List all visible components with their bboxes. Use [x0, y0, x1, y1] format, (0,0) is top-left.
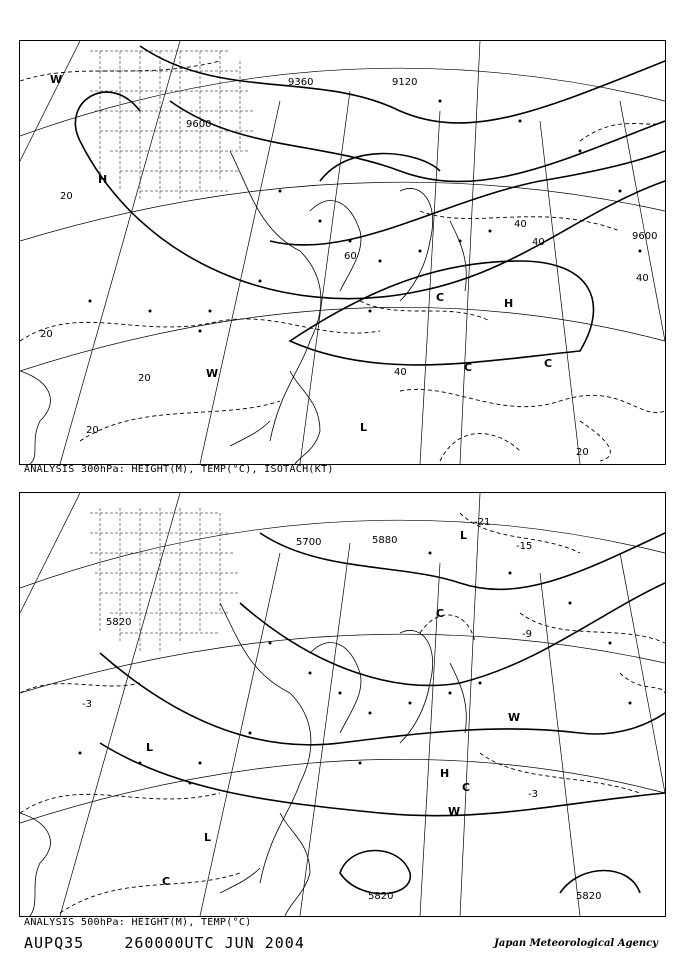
map-panel-300hpa [19, 40, 666, 465]
agency-credit: Japan Meteorological Agency [494, 938, 658, 949]
hatch-300 [90, 51, 255, 201]
isotach-label: 20 [138, 373, 151, 384]
cold-center-marker: C [436, 607, 445, 620]
chart-identifier [24, 934, 305, 952]
isotach-label: 20 [60, 191, 73, 202]
caption-300hpa: ANALYSIS 300hPa: HEIGHT(M), TEMP(°C), ISOTACH(KT) [24, 464, 334, 475]
high-center-marker: H [440, 767, 450, 780]
warm-center-marker: W [508, 711, 521, 724]
height-label: 9360 [288, 77, 314, 88]
isotach-label: 60 [344, 251, 357, 262]
caption-500hpa: ANALYSIS 500hPa: HEIGHT(M), TEMP(°C) [24, 917, 252, 928]
low-center-marker: L [204, 831, 212, 844]
chart-code: AUPQ35 [24, 934, 85, 952]
height-label: 5880 [372, 535, 398, 546]
warm-center-marker: W [448, 805, 461, 818]
isotach-label: 20 [86, 425, 99, 436]
isotach-label: 20 [576, 447, 589, 458]
low-center-marker: L [360, 421, 368, 434]
height-label: 9600 [186, 119, 212, 130]
map-panel-500hpa [19, 492, 666, 917]
high-center-marker: H [98, 173, 108, 186]
height-label: 9120 [392, 77, 418, 88]
warm-center-marker: W [50, 73, 63, 86]
height-label: 5700 [296, 537, 322, 548]
temp-label: -15 [516, 541, 533, 552]
isotherms-300 [20, 61, 665, 461]
height-label: 9600 [632, 231, 658, 242]
height-label: 5820 [576, 891, 602, 902]
temp-label: -21 [474, 517, 491, 528]
high-center-marker: H [504, 297, 514, 310]
valid-time: 260000UTC JUN 2004 [124, 934, 305, 952]
warm-center-marker: W [206, 367, 219, 380]
cold-center-marker: C [436, 291, 445, 304]
cold-center-marker: C [462, 781, 471, 794]
isotach-label: 40 [514, 219, 527, 230]
graticule-300 [20, 41, 665, 464]
cold-center-marker: C [544, 357, 553, 370]
cold-center-marker: C [162, 875, 171, 888]
low-center-marker: L [460, 529, 468, 542]
map-500hpa-svg [20, 493, 665, 916]
height-contours-500 [100, 533, 665, 894]
temp-label: -3 [528, 789, 538, 800]
isotach-label: 40 [394, 367, 407, 378]
isotach-label: 40 [636, 273, 649, 284]
cold-center-marker: C [464, 361, 473, 374]
low-center-marker: L [146, 741, 154, 754]
graticule-500 [20, 493, 665, 916]
isotach-label: 20 [40, 329, 53, 340]
height-label: 5820 [106, 617, 132, 628]
isotach-label: 40 [532, 237, 545, 248]
station-plots-500 [79, 552, 632, 785]
temp-label: -9 [522, 629, 532, 640]
height-label: 5820 [368, 891, 394, 902]
map-300hpa-svg [20, 41, 665, 464]
temp-label: -3 [82, 699, 92, 710]
hatch-500 [90, 508, 240, 653]
